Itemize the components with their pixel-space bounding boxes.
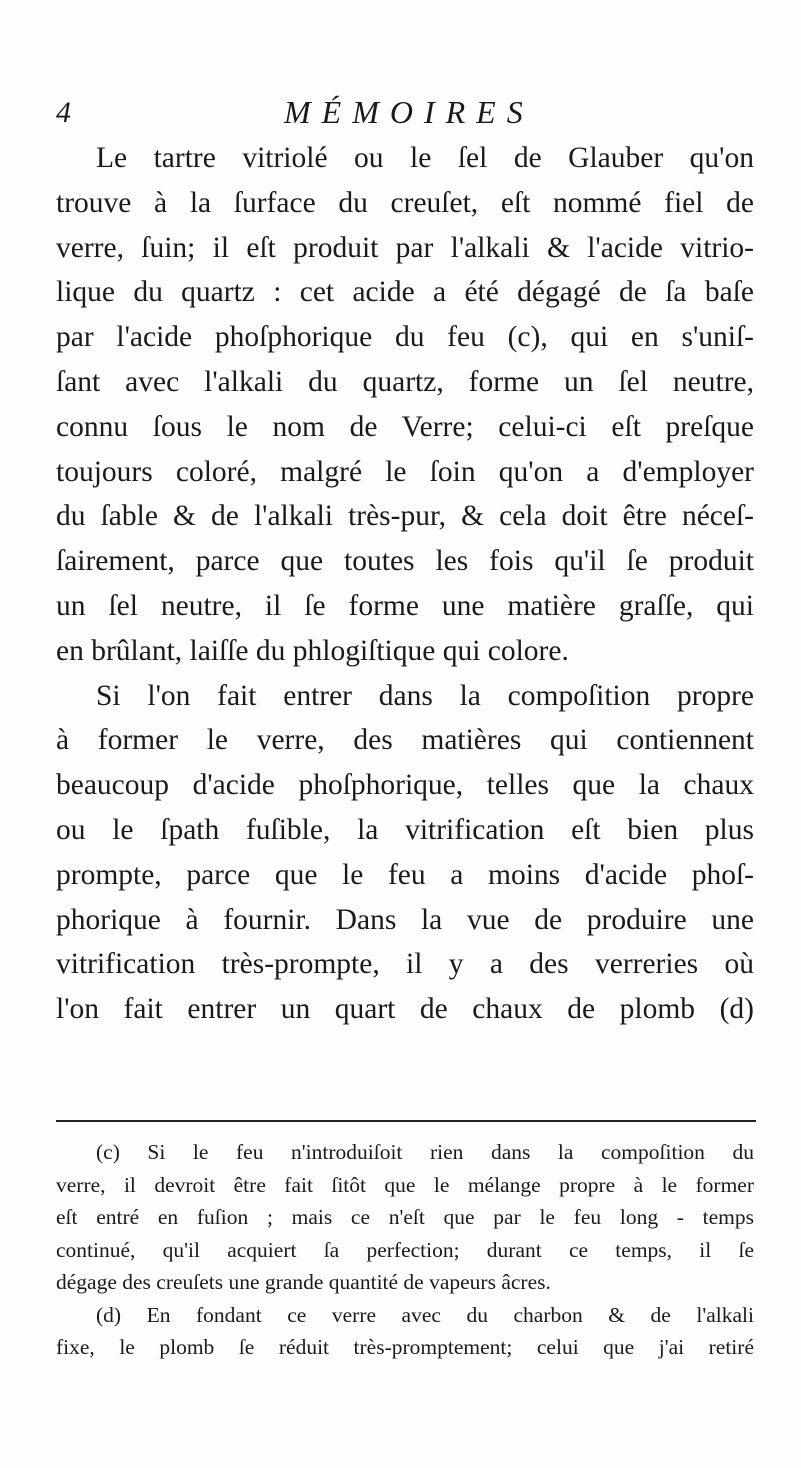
text-line: du ſable & de l'alkali très-pur, & cela doit être néceſ- <box>56 500 754 533</box>
text-line: ou le ſpath fuſible, la vitrification eſt bien plus <box>56 813 754 846</box>
footnote-line: (d) En fondant ce verre avec du charbon & de l'alkali <box>96 1302 754 1327</box>
text-line: ſairement, parce que toutes les fois qu'il ſe produit <box>56 545 754 578</box>
footnote-line: continué, qu'il acquiert ſa perfection; durant ce temps, il ſe <box>56 1237 754 1262</box>
text-line: l'on fait entrer un quart de chaux de plomb (d) <box>56 993 754 1026</box>
text-line: vitrification très-prompte, il y a des verreries où <box>56 948 754 981</box>
footnote-line: verre, il devroit être fait ſitôt que le mélange propre à le former <box>56 1172 754 1197</box>
footnote-line: dégage des creuſets une grande quantité de vapeurs âcres. <box>56 1270 551 1294</box>
text-line: trouve à la ſurface du creuſet, eſt nommé fiel de <box>56 186 754 219</box>
text-line: phorique à fournir. Dans la vue de produire une <box>56 903 754 936</box>
running-title: MÉMOIRES <box>284 94 534 130</box>
text-line: lique du quartz : cet acide a été dégagé de ſa baſe <box>56 276 754 309</box>
main-text <box>56 136 754 1032</box>
footnote-line: fixe, le plomb ſe réduit très-promptement; celui que j'ai retiré <box>56 1335 754 1359</box>
page-number: 4 <box>56 96 71 129</box>
text-line: prompte, parce que le feu a moins d'acide phoſ- <box>56 858 754 891</box>
page-header <box>56 96 756 136</box>
text-line: connu ſous le nom de Verre; celui-ci eſt preſque <box>56 410 754 443</box>
text-line: beaucoup d'acide phoſphorique, telles que la chaux <box>56 769 754 802</box>
text-line: par l'acide phoſphorique du feu (c), qui en s'uniſ- <box>56 321 754 354</box>
text-line: verre, ſuin; il eſt produit par l'alkali & l'acide vitrio- <box>56 231 754 264</box>
text-line: Si l'on fait entrer dans la compoſition propre <box>96 679 754 712</box>
footnote-line: eſt entré en fuſion ; mais ce n'eſt que par le feu long - temps <box>56 1205 754 1229</box>
text-line: ſant avec l'alkali du quartz, forme un ſel neutre, <box>56 365 754 398</box>
text-line: Le tartre vitriolé ou le ſel de Glauber qu'on <box>96 142 754 174</box>
text-line: un ſel neutre, il ſe forme une matière graſſe, qui <box>56 589 754 622</box>
text-line: à former le verre, des matières qui contiennent <box>56 724 754 757</box>
footnote-line: (c) Si le feu n'introduiſoit rien dans la compoſition du <box>96 1140 754 1164</box>
text-line: toujours coloré, malgré le ſoin qu'on a d'employer <box>56 455 754 488</box>
text-line: en brûlant, laiſſe du phlogiſtique qui colore. <box>56 634 569 667</box>
footnote-divider <box>56 1120 756 1122</box>
footnotes <box>56 1136 754 1364</box>
